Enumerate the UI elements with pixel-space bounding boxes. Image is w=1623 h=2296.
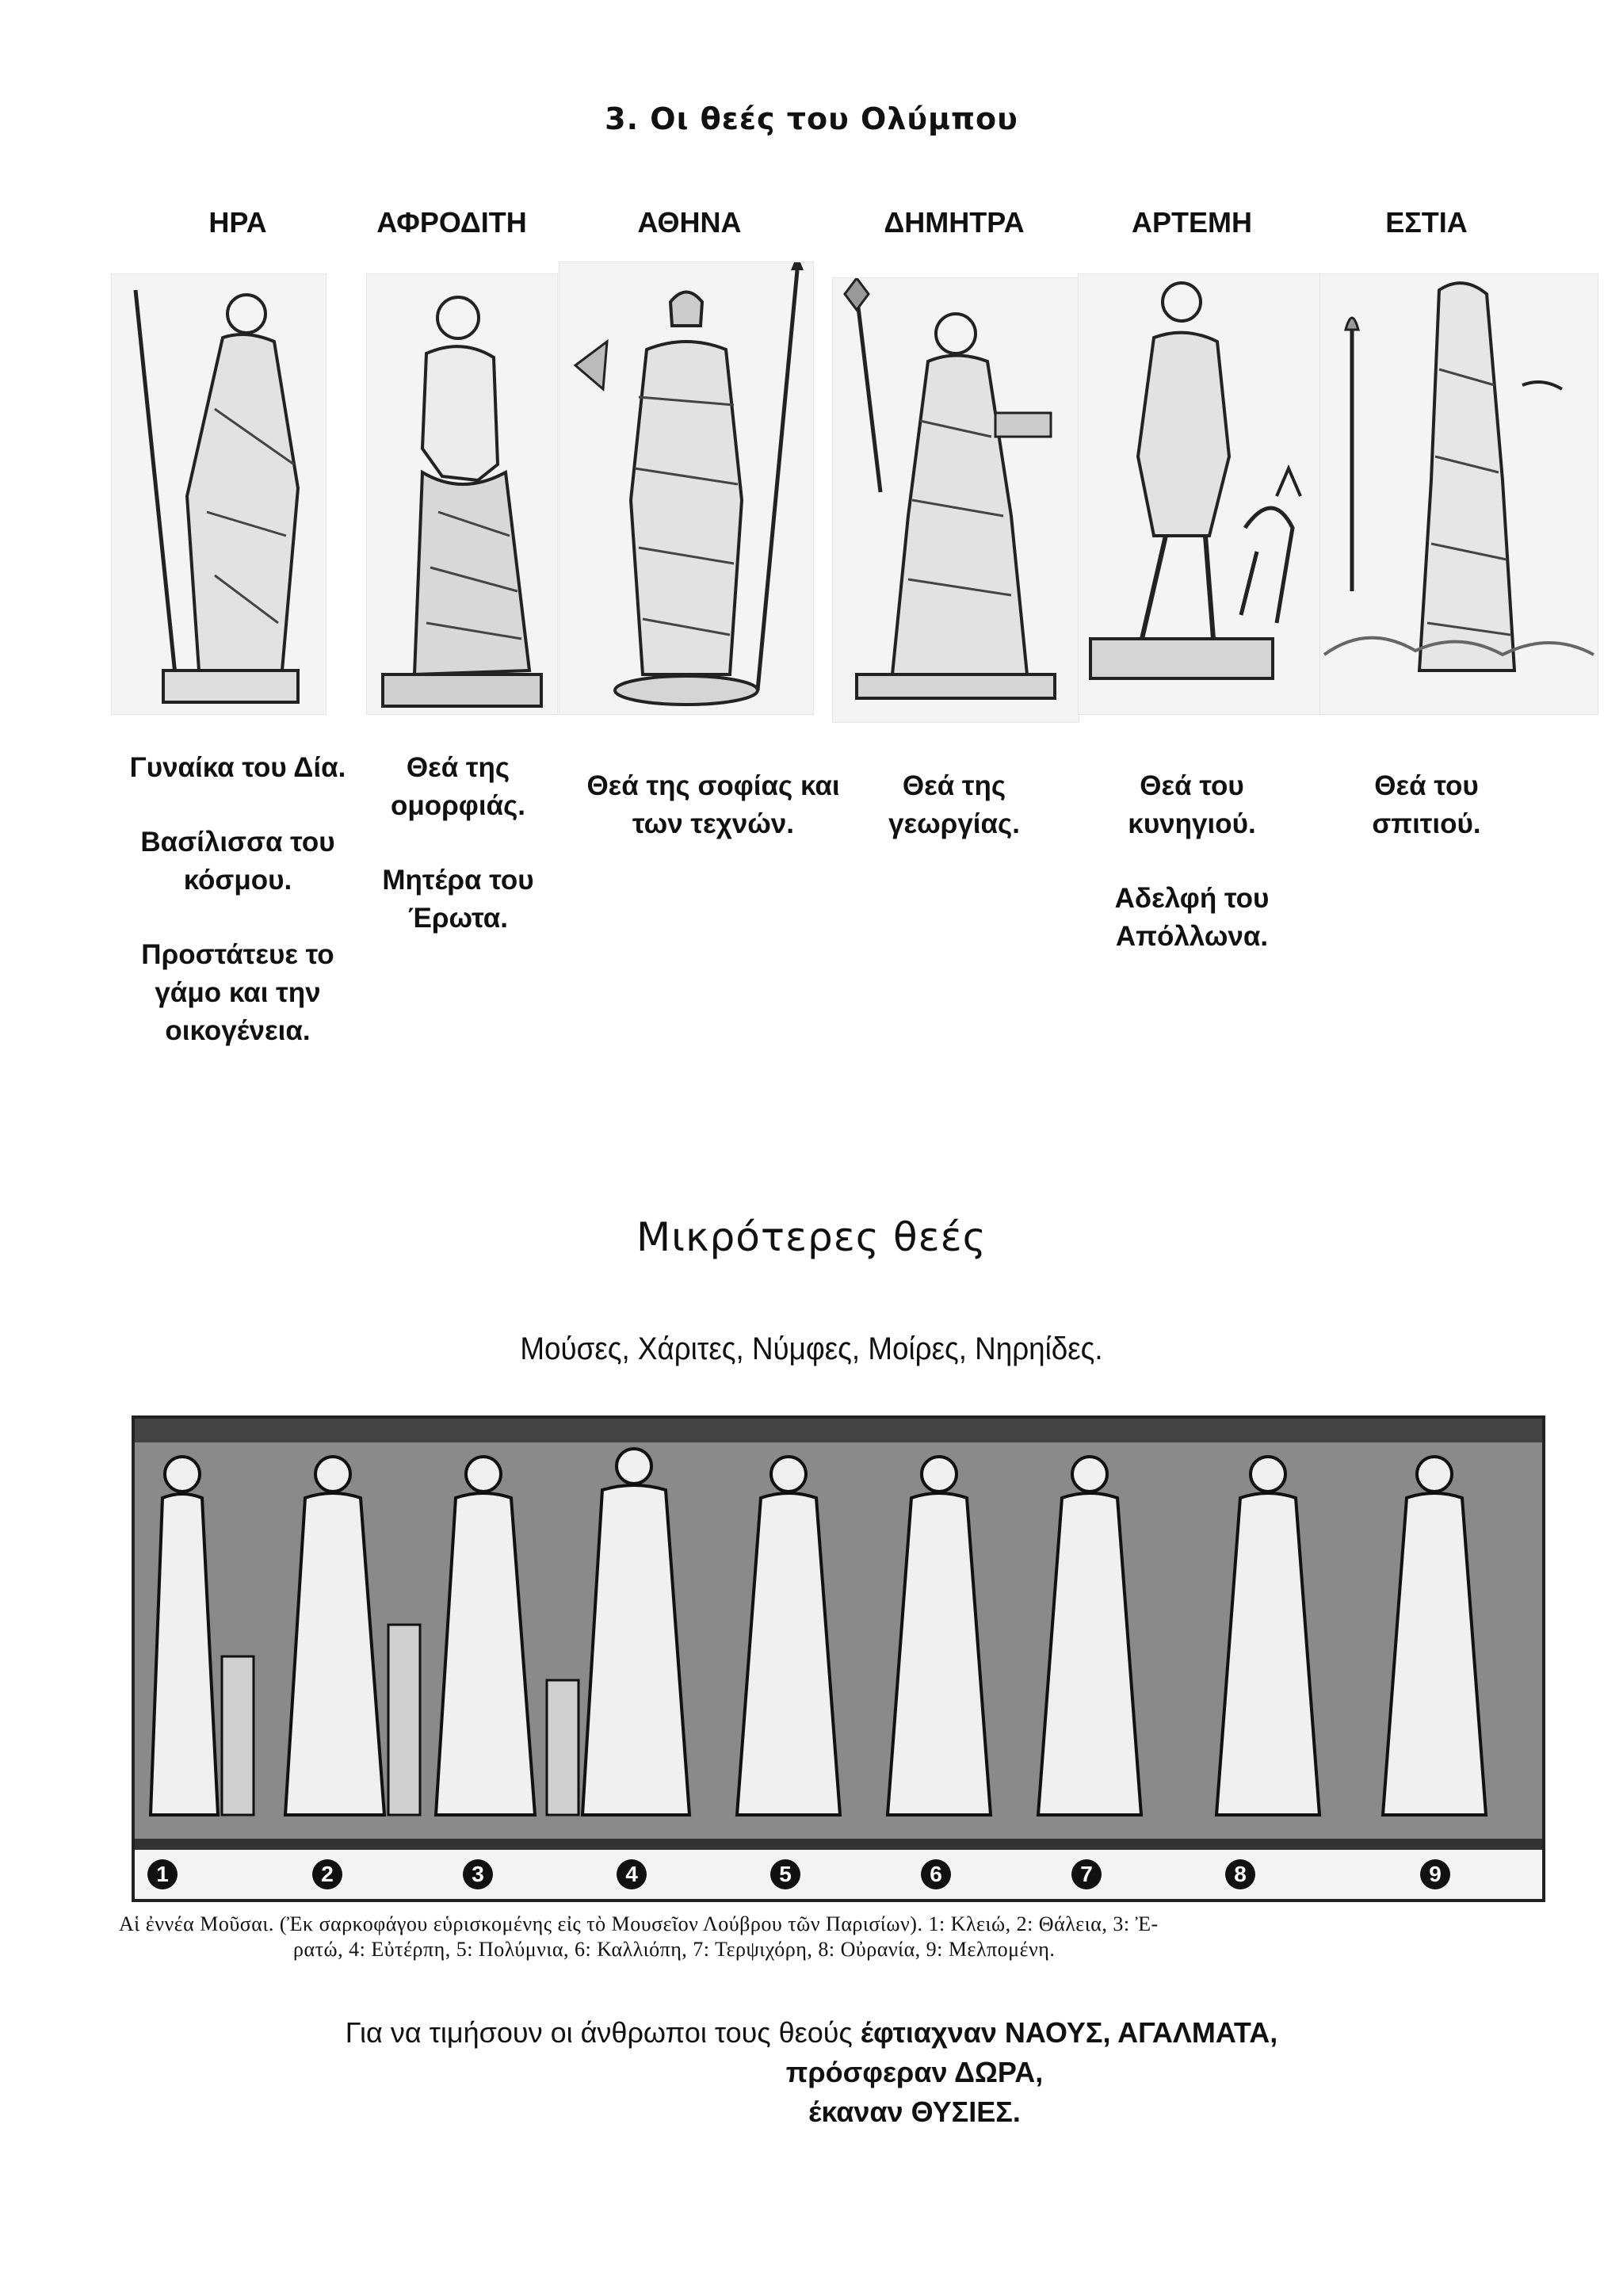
muse-number-5: 5	[770, 1859, 800, 1889]
hera-desc-3: Προστάτευε το γάμο και την οικογένεια.	[141, 939, 334, 1046]
artemis-description	[1089, 767, 1295, 992]
footer-line-2: πρόσφεραν ΔΩΡΑ,	[785, 2056, 1044, 2088]
relief-number-bar	[132, 1859, 1545, 1896]
goddess-name-athena: ΑΘΗΝΑ	[637, 206, 742, 239]
muse-number-8: 8	[1225, 1859, 1255, 1889]
footer-line-3: έκαναν ΘΥΣΙΕΣ.	[808, 2095, 1021, 2128]
demeter-desc-1: Θεά της γεωργίας.	[888, 770, 1020, 839]
athena-desc-1: Θεά της σοφίας και των τεχνών.	[586, 770, 840, 839]
minor-goddesses-list: Μούσες, Χάριτες, Νύμφες, Μοίρες, Νηρηίδες.	[520, 1331, 1103, 1366]
artemis-desc-2: Αδελφή του Απόλλωνα.	[1114, 883, 1270, 952]
artemis-desc-1: Θεά του κυνηγιού.	[1128, 770, 1256, 839]
aphrodite-desc-1: Θεά της ομορφιάς.	[390, 752, 526, 821]
artemis-statue-image	[1078, 273, 1325, 715]
footer-text	[0, 2013, 1623, 2132]
goddess-name-hera: ΗΡΑ	[208, 206, 267, 239]
hera-statue-image	[111, 273, 327, 715]
athena-description	[586, 767, 840, 880]
statues-strip	[0, 262, 1623, 713]
hera-desc-2: Βασίλισσα του κόσμου.	[140, 827, 335, 896]
footer-line-1-plain: Για να τιμήσουν οι άνθρωποι τους θεούς	[345, 2016, 861, 2049]
aphrodite-desc-2: Μητέρα του Έρωτα.	[382, 865, 534, 934]
muse-number-1: 1	[147, 1859, 178, 1889]
footer-line-1	[0, 2013, 1623, 2053]
aphrodite-description	[355, 749, 561, 974]
athena-statue-image	[559, 262, 814, 715]
muse-number-2: 2	[312, 1859, 342, 1889]
muse-number-9: 9	[1420, 1859, 1450, 1889]
hera-desc-1: Γυναίκα του Δία.	[129, 752, 346, 783]
muses-relief-image	[132, 1415, 1545, 1902]
demeter-statue-image	[832, 277, 1079, 723]
goddess-name-artemis: ΑΡΤΕΜΗ	[1132, 206, 1252, 239]
hestia-desc-1: Θεά του σπιτιού.	[1372, 770, 1481, 839]
relief-caption-line-2: ρατώ, 4: Εὐτέρπη, 5: Πολύμνια, 6: Καλλιόπη, 7: Τερψιχόρη, 8: Οὐρανία, 9: Μελπομένη.	[293, 1938, 1056, 1961]
muse-number-7: 7	[1071, 1859, 1102, 1889]
relief-caption	[119, 1912, 1561, 1962]
goddess-name-demeter: ΔΗΜΗΤΡΑ	[884, 206, 1025, 239]
relief-caption-line-1: Αἱ ἐννέα Μοῦσαι. (Ἐκ σαρκοφάγου εὑρισκομένης εἰς τὸ Μουσεῖον Λούβρου τῶν Παρισίων). 1: Κλειώ, 2: Θάλεια, 3: Ἐ-	[119, 1912, 1159, 1935]
hera-description	[119, 749, 357, 1087]
minor-goddesses-heading: Μικρότερες θεές	[636, 1214, 987, 1260]
muse-number-6: 6	[921, 1859, 951, 1889]
hestia-description	[1323, 767, 1529, 880]
demeter-description	[851, 767, 1057, 880]
muse-number-4: 4	[617, 1859, 647, 1889]
goddess-name-aphrodite: ΑΦΡΟΔΙΤΗ	[376, 206, 527, 239]
aphrodite-statue-image	[366, 273, 558, 715]
page-title: 3. Οι θεές του Ολύμπου	[605, 101, 1018, 136]
hestia-statue-image	[1319, 273, 1598, 715]
footer-line-1-bold: έφτιαχναν ΝΑΟΥΣ, ΑΓΑΛΜΑΤΑ,	[860, 2016, 1278, 2049]
muse-number-3: 3	[463, 1859, 493, 1889]
goddess-name-hestia: ΕΣΤΙΑ	[1385, 206, 1468, 239]
